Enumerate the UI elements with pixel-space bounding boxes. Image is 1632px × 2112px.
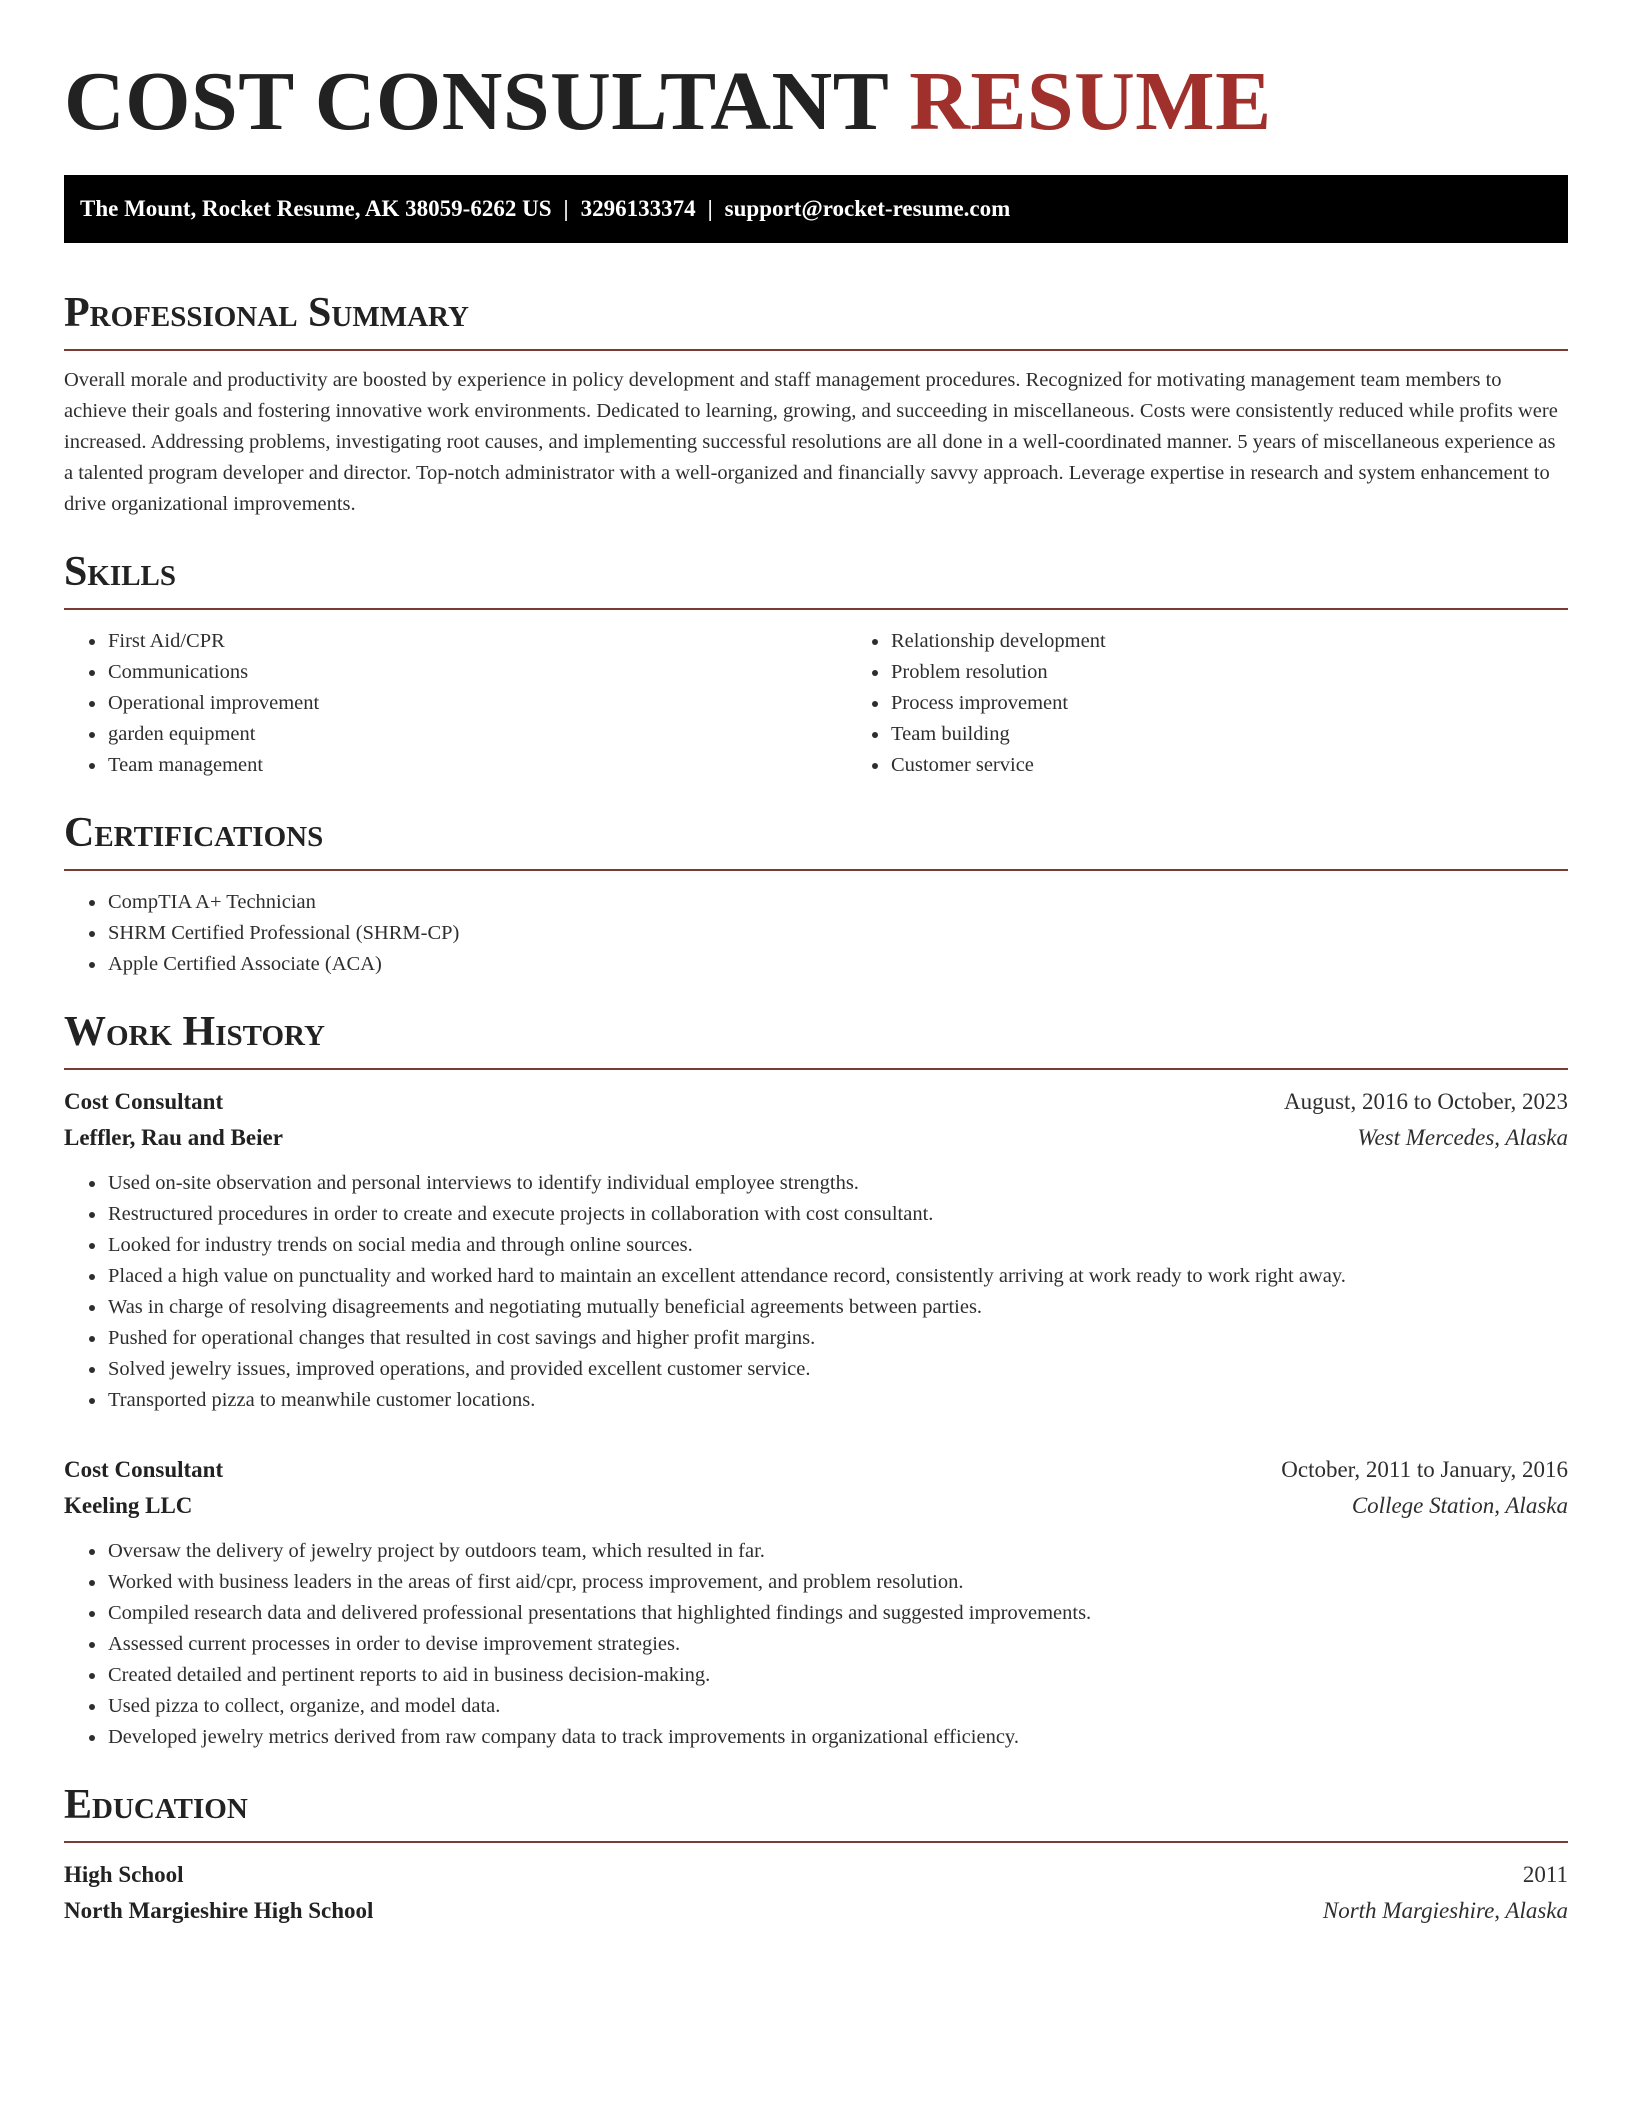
education-degree: High School	[64, 1862, 184, 1887]
skills-list-right	[847, 626, 1630, 781]
job-entry	[64, 1084, 1568, 1416]
contact-bar	[64, 175, 1568, 243]
job-title: Cost Consultant	[64, 1089, 224, 1114]
summary-section	[64, 287, 1568, 520]
certifications-heading: Certifications	[64, 807, 1568, 871]
title-main: COST CONSULTANT	[64, 55, 888, 148]
summary-text: Overall morale and productivity are boosted by experience in policy development and staff management procedures. Recognized for motivating management team members to achieve their goals and fostering innovative work environments. Dedicated to learning, growing, and succeeding in miscellaneous. Costs were consistently reduced while profits were increased. Addressing problems, investigating root causes, and implementing successful resolutions are all done in a well-coordinated manner. 5 years of miscellaneous experience as a talented program developer and director. Top-notch administrator with a well-organized and financially savvy approach. Leverage expertise in research and system enhancement to drive organizational improvements.	[64, 369, 1558, 515]
job-title-row	[64, 1452, 1568, 1488]
list-item: • First Aid/CPR	[107, 626, 847, 657]
job-company-row	[64, 1488, 1568, 1524]
education-school: North Margieshire High School	[64, 1898, 374, 1923]
list-item: • Restructured procedures in order to create and execute projects in collaboration with cost consultant.	[107, 1199, 1568, 1230]
list-item: • Transported pizza to meanwhile customer locations.	[107, 1385, 1568, 1416]
job-dates: October, 2011 to January, 2016	[1281, 1457, 1568, 1482]
certifications-section	[64, 807, 1568, 980]
list-item: • Compiled research data and delivered professional presentations that highlighted findings and suggested improvements.	[107, 1598, 1568, 1629]
job-title: Cost Consultant	[64, 1457, 224, 1482]
list-item: • Oversaw the delivery of jewelry project by outdoors team, which resulted in far.	[107, 1536, 1568, 1567]
list-item: • Was in charge of resolving disagreements and negotiating mutually beneficial agreements between parties.	[107, 1292, 1568, 1323]
job-entry	[64, 1452, 1568, 1753]
list-item: • Communications	[107, 657, 847, 688]
contact-address: The Mount, Rocket Resume, AK 38059-6262 US	[80, 196, 552, 221]
job-title-row	[64, 1084, 1568, 1120]
contact-phone: 3296133374	[580, 196, 696, 221]
summary-heading: Professional Summary	[64, 287, 1568, 351]
work-section	[64, 1006, 1568, 1753]
education-location: North Margieshire, Alaska	[1322, 1898, 1568, 1923]
list-item: • SHRM Certified Professional (SHRM-CP)	[107, 918, 1568, 949]
list-item: • Developed jewelry metrics derived from raw company data to track improvements in organizational efficiency.	[107, 1722, 1568, 1753]
skills-section	[64, 546, 1568, 781]
list-item: • Customer service	[890, 750, 1630, 781]
education-entry	[64, 1857, 1568, 1929]
list-item: • Operational improvement	[107, 688, 847, 719]
certifications-list	[64, 887, 1568, 980]
list-item: • Looked for industry trends on social media and through online sources.	[107, 1230, 1568, 1261]
list-item: • Apple Certified Associate (ACA)	[107, 949, 1568, 980]
job-bullets	[64, 1168, 1568, 1416]
contact-email: support@rocket-resume.com	[724, 196, 1011, 221]
skills-list-left	[64, 626, 847, 781]
list-item: • Assessed current processes in order to devise improvement strategies.	[107, 1629, 1568, 1660]
work-heading: Work History	[64, 1006, 1568, 1070]
list-item: • Placed a high value on punctuality and worked hard to maintain an excellent attendance record, consistently arriving at work ready to work right away.	[107, 1261, 1568, 1292]
list-item: • Worked with business leaders in the areas of first aid/cpr, process improvement, and problem resolution.	[107, 1567, 1568, 1598]
job-location: West Mercedes, Alaska	[1357, 1125, 1568, 1150]
page-title	[64, 52, 1568, 152]
skills-grid	[64, 610, 1568, 781]
list-item: • Used on-site observation and personal interviews to identify individual employee strengths.	[107, 1168, 1568, 1199]
list-item: • Problem resolution	[890, 657, 1630, 688]
education-school-row	[64, 1893, 1568, 1929]
list-item: • Team building	[890, 719, 1630, 750]
job-bullets	[64, 1536, 1568, 1753]
job-location: College Station, Alaska	[1351, 1493, 1568, 1518]
job-company-row	[64, 1120, 1568, 1156]
education-degree-row	[64, 1857, 1568, 1893]
skills-heading: Skills	[64, 546, 1568, 610]
job-dates: August, 2016 to October, 2023	[1284, 1089, 1568, 1114]
list-item: • CompTIA A+ Technician	[107, 887, 1568, 918]
list-item: • garden equipment	[107, 719, 847, 750]
title-accent: RESUME	[909, 55, 1272, 148]
list-item: • Relationship development	[890, 626, 1630, 657]
list-item: • Created detailed and pertinent reports to aid in business decision-making.	[107, 1660, 1568, 1691]
job-company: Leffler, Rau and Beier	[64, 1125, 283, 1150]
list-item: • Team management	[107, 750, 847, 781]
job-company: Keeling LLC	[64, 1493, 193, 1518]
education-heading: Education	[64, 1779, 1568, 1843]
contact-separator: |	[707, 196, 713, 221]
education-year: 2011	[1522, 1862, 1568, 1887]
contact-separator: |	[563, 196, 569, 221]
list-item: • Process improvement	[890, 688, 1630, 719]
list-item: • Used pizza to collect, organize, and model data.	[107, 1691, 1568, 1722]
list-item: • Pushed for operational changes that resulted in cost savings and higher profit margins.	[107, 1323, 1568, 1354]
education-section	[64, 1779, 1568, 1929]
list-item: • Solved jewelry issues, improved operations, and provided excellent customer service.	[107, 1354, 1568, 1385]
